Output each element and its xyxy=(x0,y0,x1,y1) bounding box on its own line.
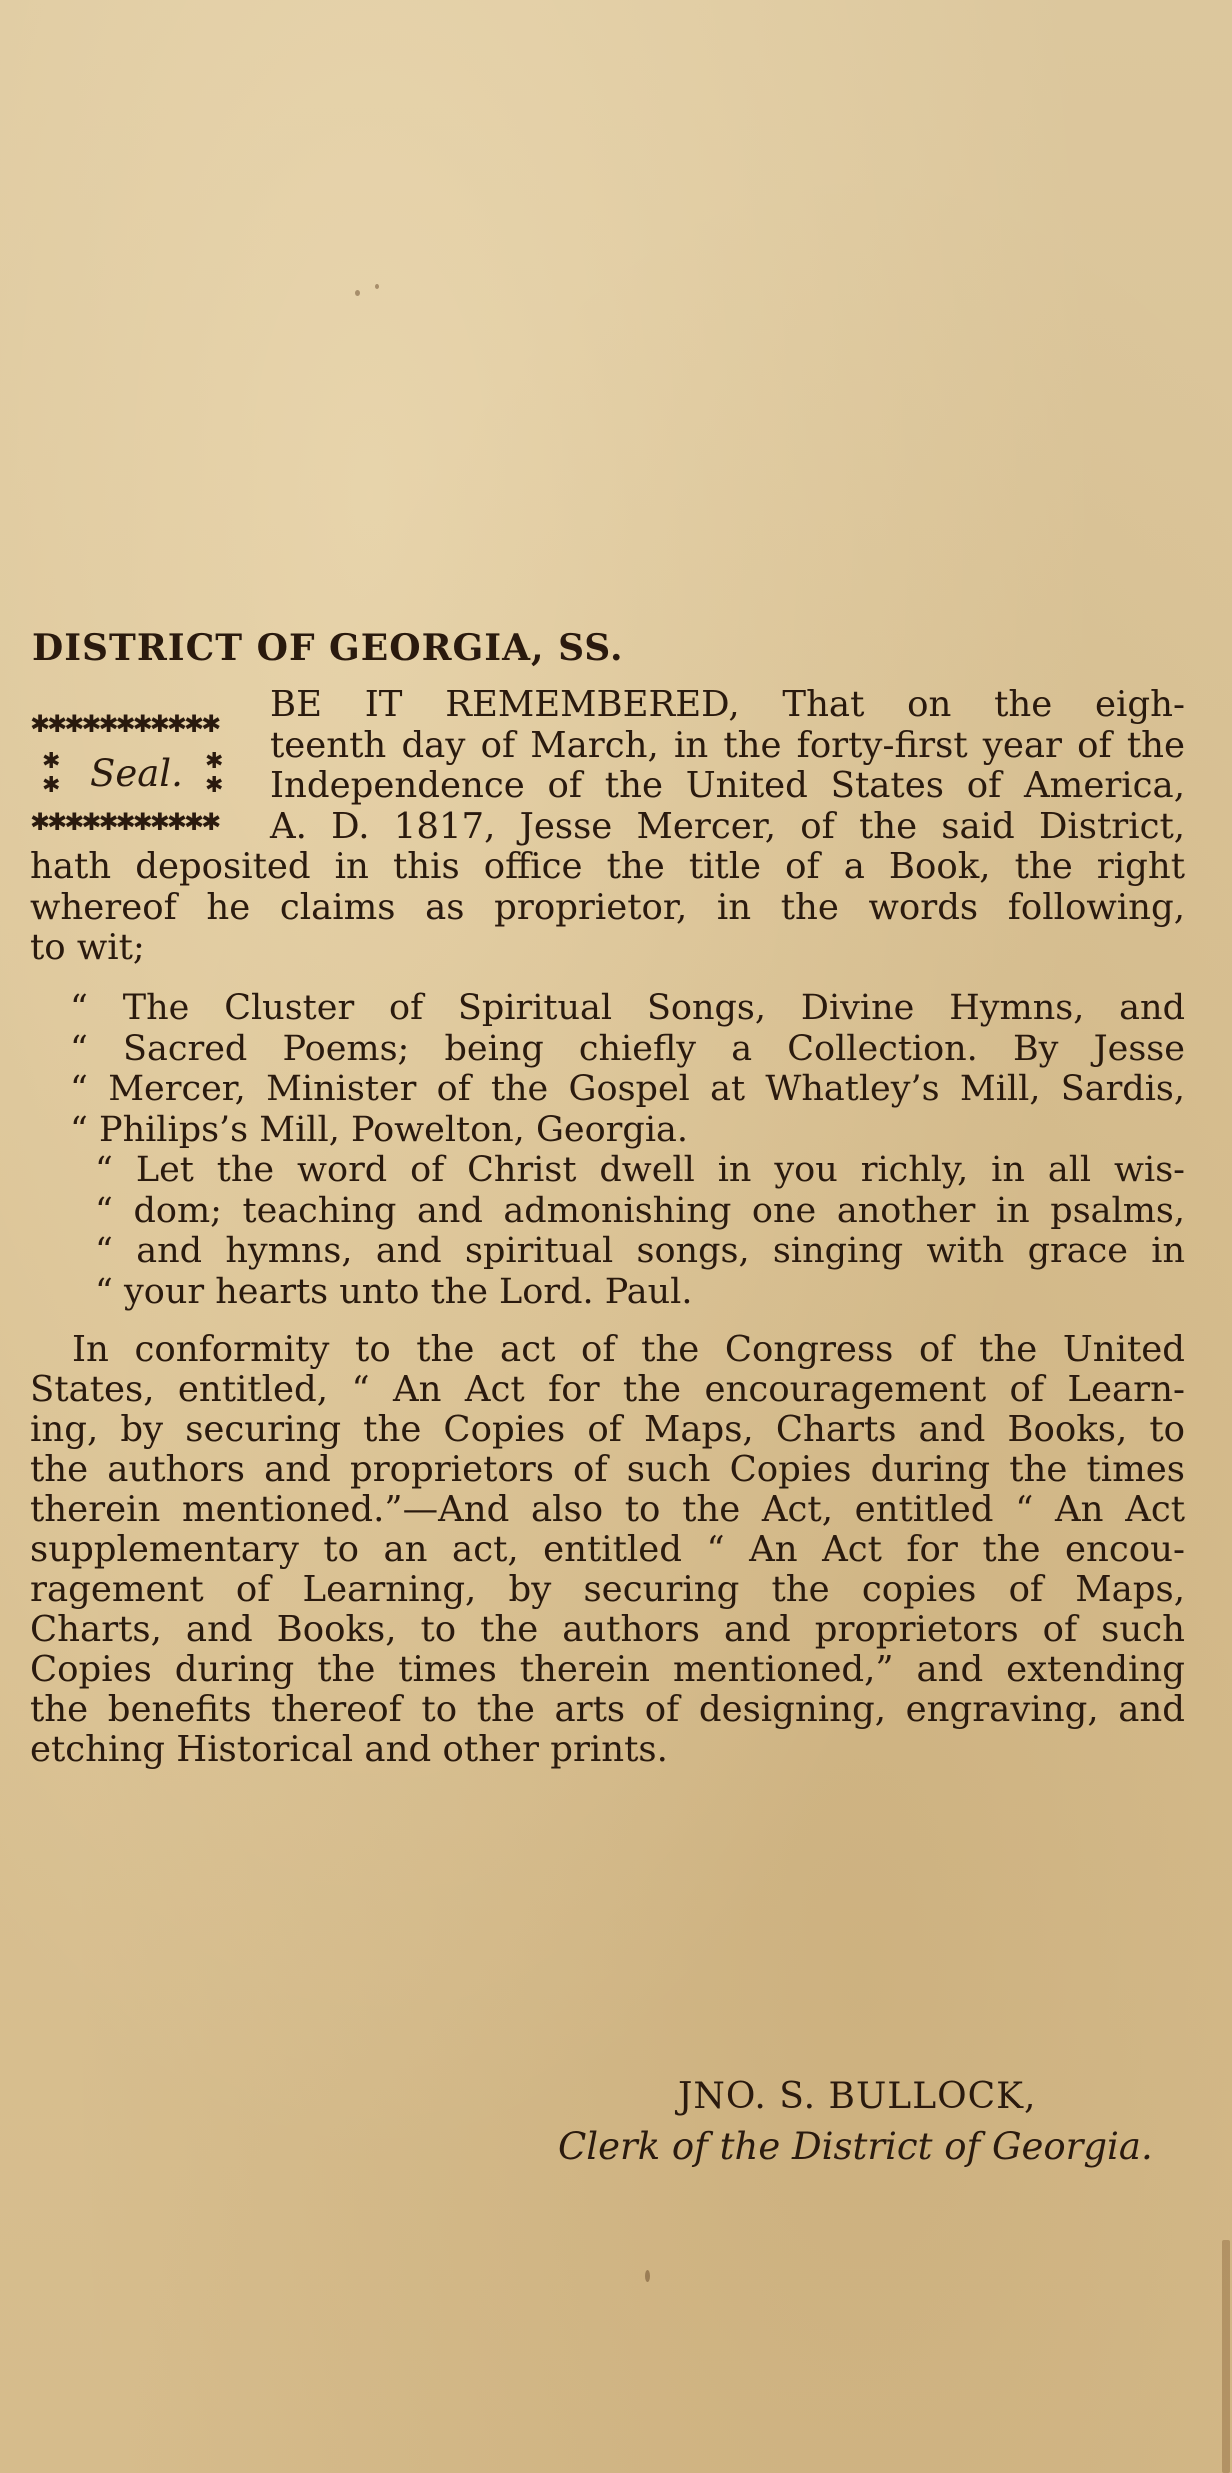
conformity-line: the benefits thereof to the arts of designing, engraving, and xyxy=(30,1689,1185,1730)
quote-line: “ Let the word of Christ dwell in you richly, in all wis- xyxy=(95,1150,1185,1190)
seal-border-bottom: ✱✱✱✱✱✱✱✱✱✱✱ xyxy=(30,808,219,836)
conformity-line: In conformity to the act of the Congress of the United xyxy=(72,1329,1185,1370)
quote-line: “ The Cluster of Spiritual Songs, Divine Hymns, and xyxy=(70,988,1185,1028)
ink-speck xyxy=(645,2270,650,2282)
seal-border-top: ✱✱✱✱✱✱✱✱✱✱✱ xyxy=(30,710,219,738)
conformity-paragraph xyxy=(30,1330,1185,1770)
conformity-line: etching Historical and other prints. xyxy=(30,1729,668,1770)
preamble-rest xyxy=(30,847,1185,969)
page-edge-stain xyxy=(1222,2240,1230,2473)
scripture-quote xyxy=(95,1150,1185,1312)
clerk-title: Clerk of the District of Georgia. xyxy=(558,2125,1153,2168)
quote-line: “ Philips’s Mill, Powelton, Georgia. xyxy=(70,1109,689,1150)
quote-line: “ and hymns, and spiritual songs, singing with grace in xyxy=(95,1231,1185,1271)
quote-line: “ Mercer, Minister of the Gospel at Whatley’s Mill, Sardis, xyxy=(70,1069,1185,1109)
preamble-line: whereof he claims as proprietor, in the words following, xyxy=(30,886,1185,928)
ink-speck xyxy=(355,290,360,296)
clerk-signature: JNO. S. BULLOCK, xyxy=(678,2076,1037,2117)
conformity-line: States, entitled, “ An Act for the encouragement of Learn- xyxy=(30,1369,1185,1410)
conformity-line: Charts, and Books, to the authors and proprietors of such xyxy=(30,1609,1185,1650)
conformity-line: Copies during the times therein mentioned,” and extending xyxy=(30,1649,1185,1690)
quote-line: “ dom; teaching and admonishing one another in psalms, xyxy=(95,1190,1185,1231)
conformity-line: ragement of Learning, by securing the copies of Maps, xyxy=(30,1569,1185,1610)
preamble-line: teenth day of March, in the forty-first year of the xyxy=(270,724,1185,766)
conformity-line: the authors and proprietors of such Copies during the times xyxy=(30,1449,1185,1490)
quote-line: “ your hearts unto the Lord. Paul. xyxy=(95,1271,693,1312)
preamble-line: BE IT REMEMBERED, That on the eigh- xyxy=(270,684,1185,725)
seal-label: Seal. xyxy=(90,752,183,795)
seal-emblem: ✱✱✱✱✱✱✱✱✱✱✱ ✱ ✱ Seal. ✱ ✱ ✱✱✱✱✱✱✱✱✱✱✱ xyxy=(30,712,230,842)
conformity-line: therein mentioned.”—And also to the Act, entitled “ An Act xyxy=(30,1489,1185,1530)
conformity-line: supplementary to an act, entitled “ An Act for the encou- xyxy=(30,1529,1185,1570)
quote-line: “ Sacred Poems; being chiefly a Collection. By Jesse xyxy=(70,1028,1185,1069)
preamble-line: to wit; xyxy=(30,927,145,968)
district-heading: DISTRICT OF GEORGIA, SS. xyxy=(32,627,624,669)
conformity-line: ing, by securing the Copies of Maps, Charts and Books, to xyxy=(30,1409,1185,1450)
ink-speck xyxy=(375,284,379,289)
preamble-line: Independence of the United States of America, xyxy=(270,765,1185,806)
preamble-line: A. D. 1817, Jesse Mercer, of the said District, xyxy=(270,805,1185,847)
book-title-quote xyxy=(70,988,1185,1150)
preamble-line: hath deposited in this office the title of a Book, the right xyxy=(30,846,1185,887)
preamble-first xyxy=(270,685,1185,847)
